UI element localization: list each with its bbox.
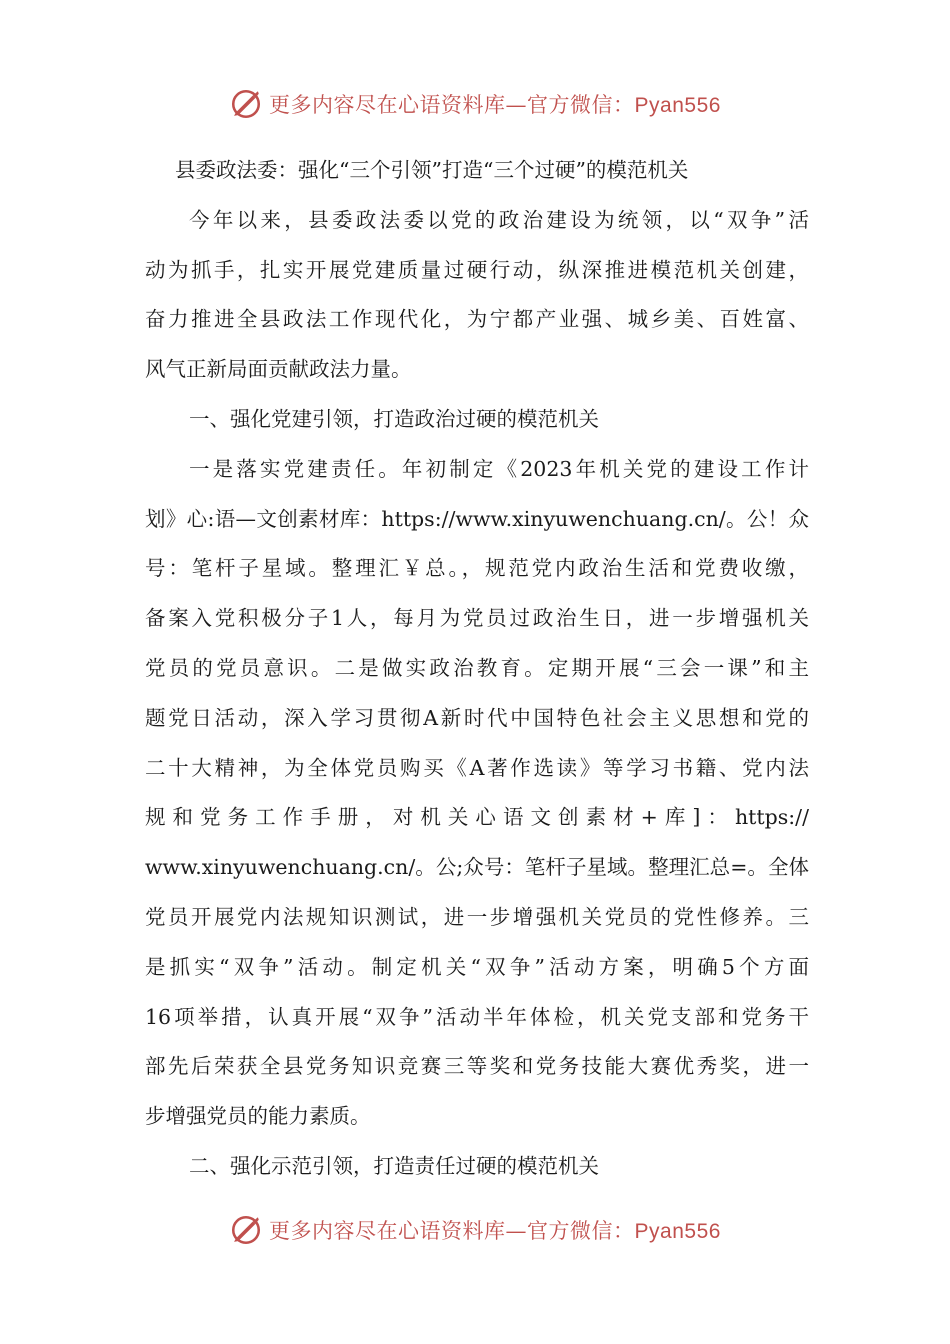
paragraph-line: 规和党务工作手册，对机关心语文创素材+库]：https:// <box>145 805 809 830</box>
section-heading: 二、强化示范引领，打造责任过硬的模范机关 <box>189 1153 599 1178</box>
paragraph-line: 步增强党员的能力素质。 <box>145 1104 371 1129</box>
paragraph-line: 是抓实“双争”活动。制定机关“双争”活动方案，明确5个方面 <box>145 954 809 979</box>
watermark-text: 更多内容尽在心语资料库—官方微信：Pyan556 <box>269 1219 721 1243</box>
paragraph-line: 题党日活动，深入学习贯彻A新时代中国特色社会主义思想和党的 <box>145 705 809 730</box>
document-title: 县委政法委：强化“三个引领”打造“三个过硬”的模范机关 <box>175 158 689 182</box>
watermark-text: 更多内容尽在心语资料库—官方微信：Pyan556 <box>269 93 721 117</box>
paragraph-line: 部先后荣获全县党务知识竞赛三等奖和党务技能大赛优秀奖，进一 <box>145 1054 809 1079</box>
watermark-banner-top <box>0 82 950 126</box>
paragraph-line: 号：笔杆子星域。整理汇￥总。，规范党内政治生活和党费收缴， <box>145 556 809 581</box>
intro-line: 奋力推进全县政法工作现代化，为宁都产业强、城乡美、百姓富、 <box>145 307 809 332</box>
paragraph-line: 划》心:语—文创素材库：https://www.xinyuwenchuang.cn/。公！众 <box>145 506 809 531</box>
paragraph-line: www.xinyuwenchuang.cn/。公;众号：笔杆子星域。整理汇总=。全体 <box>145 855 809 880</box>
intro-line: 动为抓手，扎实开展党建质量过硬行动，纵深推进模范机关创建， <box>145 257 809 282</box>
paragraph-line: 党员开展党内法规知识测试，进一步增强机关党员的党性修养。三 <box>145 904 809 929</box>
paragraph-line: 党员的党员意识。二是做实政治教育。定期开展“三会一课”和主 <box>145 655 809 680</box>
paragraph-line: 二十大精神，为全体党员购买《A著作选读》等学习书籍、党内法 <box>145 755 809 780</box>
document-body <box>145 146 809 1192</box>
intro-line: 今年以来，县委政法委以党的政治建设为统领，以“双争”活 <box>189 207 809 232</box>
intro-line: 风气正新局面贡献政法力量。 <box>145 357 412 382</box>
paragraph-line: 一是落实党建责任。年初制定《2023年机关党的建设工作计 <box>189 456 809 481</box>
watermark-banner-bottom <box>0 1208 950 1252</box>
paragraph-line: 备案入党积极分子1人，每月为党员过政治生日，进一步增强机关 <box>145 606 809 631</box>
pen-logo-icon <box>229 87 263 121</box>
pen-logo-icon <box>229 1213 263 1247</box>
section-heading: 一、强化党建引领，打造政治过硬的模范机关 <box>189 406 599 431</box>
paragraph-line: 16项举措，认真开展“双争”活动半年体检，机关党支部和党务干 <box>145 1004 809 1029</box>
